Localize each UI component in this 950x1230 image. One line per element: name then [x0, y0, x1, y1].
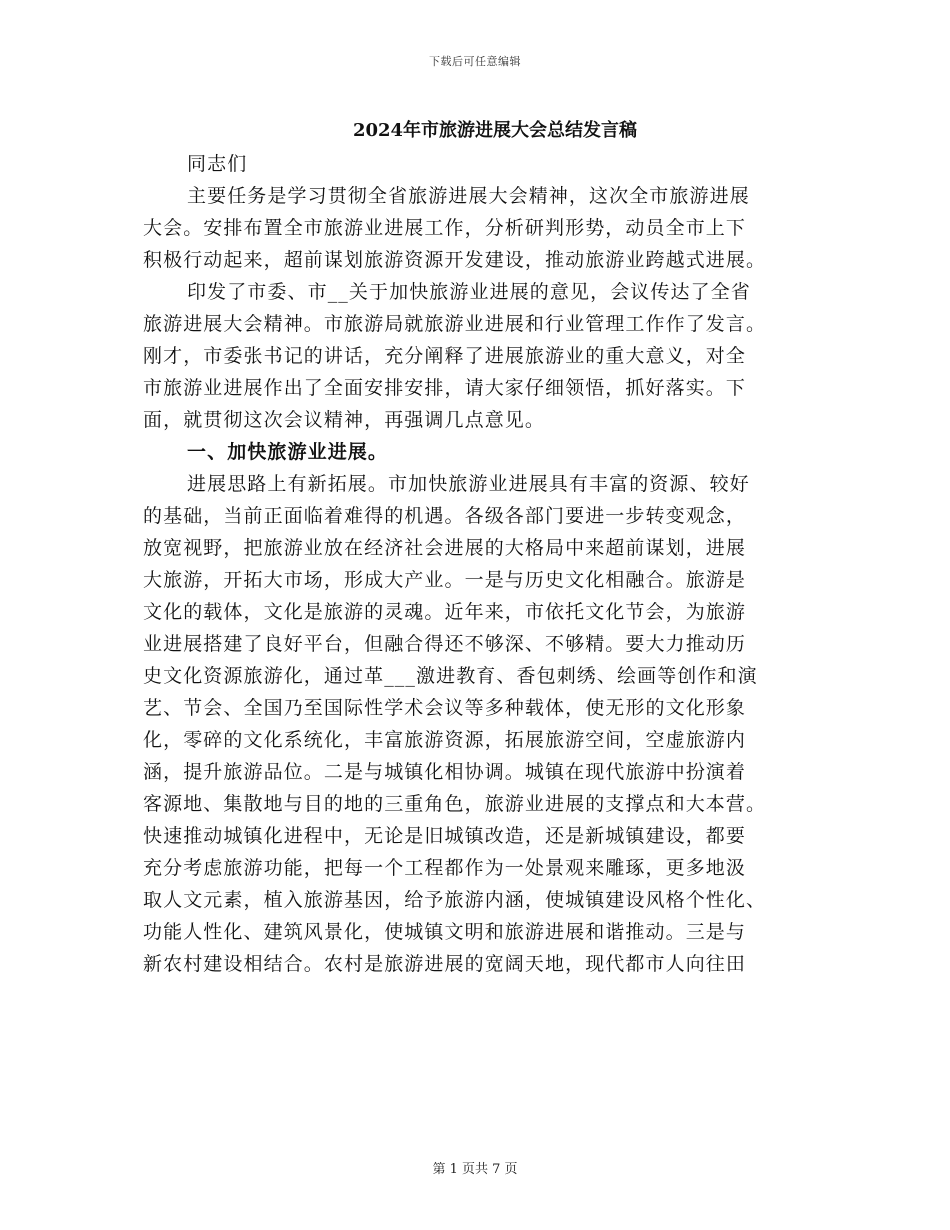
paragraph-line: 功能人性化、建筑风景化，使城镇文明和旅游进展和谐推动。三是与 [143, 921, 747, 943]
paragraph-line: 刚才，市委张书记的讲话，充分阐释了进展旅游业的重大意义，对全 [143, 345, 747, 367]
paragraph-line: 取人文元素，植入旅游基因，给予旅游内涵，使城镇建设风格个性化、 [143, 889, 767, 911]
paragraph-line: 充分考虑旅游功能，把每一个工程都作为一处景观来雕琢，更多地汲 [143, 857, 747, 879]
paragraph-line: 业进展搭建了良好平台，但融合得还不够深、不够精。要大力推动历 [143, 633, 747, 655]
paragraph-line: 大会。安排布置全市旅游业进展工作，分析研判形势，动员全市上下 [143, 217, 747, 239]
paragraph-line: 新农村建设相结合。农村是旅游进展的宽阔天地，现代都市人向往田 [143, 953, 747, 975]
header-note: 下载后可任意编辑 [429, 55, 521, 68]
paragraph-line: 积极行动起来，超前谋划旅游资源开发建设，推动旅游业跨越式进展。 [143, 249, 767, 271]
paragraph-line: 史文化资源旅游化，通过革___激进教育、香包刺绣、绘画等创作和演 [143, 665, 758, 687]
paragraph-line: 涵，提升旅游品位。二是与城镇化相协调。城镇在现代旅游中扮演着 [143, 761, 747, 783]
paragraph-line: 文化的载体，文化是旅游的灵魂。近年来，市依托文化节会，为旅游 [143, 601, 747, 623]
document-title: 2024年市旅游进展大会总结发言稿 [352, 120, 638, 141]
paragraph-line: 客源地、集散地与目的地的三重角色，旅游业进展的支撑点和大本营。 [143, 793, 767, 815]
section-heading: 一、加快旅游业进展。 [187, 441, 389, 463]
paragraph-line: 面，就贯彻这次会议精神，再强调几点意见。 [143, 409, 546, 431]
page-number-footer: 第 1 页共 7 页 [432, 1162, 518, 1177]
paragraph-line: 旅游进展大会精神。市旅游局就旅游业进展和行业管理工作作了发言。 [143, 313, 767, 335]
paragraph-line: 的基础，当前正面临着难得的机遇。各级各部门要进一步转变观念， [143, 505, 747, 527]
paragraph-line: 主要任务是学习贯彻全省旅游进展大会精神，这次全市旅游进展 [187, 185, 750, 207]
paragraph-line: 大旅游，开拓大市场，形成大产业。一是与历史文化相融合。旅游是 [143, 569, 747, 591]
document-body [143, 148, 809, 980]
paragraph-line: 放宽视野，把旅游业放在经济社会进展的大格局中来超前谋划，进展 [143, 537, 747, 559]
paragraph-line: 印发了市委、市__关于加快旅游业进展的意见，会议传达了全省 [187, 281, 751, 303]
paragraph-line: 快速推动城镇化进程中，无论是旧城镇改造，还是新城镇建设，都要 [143, 825, 747, 847]
paragraph-line: 化，零碎的文化系统化，丰富旅游资源，拓展旅游空间，空虚旅游内 [143, 729, 747, 751]
salutation: 同志们 [187, 153, 248, 175]
paragraph-line: 艺、节会、全国乃至国际性学术会议等多种载体，使无形的文化形象 [143, 697, 747, 719]
paragraph-line: 市旅游业进展作出了全面安排安排，请大家仔细领悟，抓好落实。下 [143, 377, 747, 399]
paragraph-line: 进展思路上有新拓展。市加快旅游业进展具有丰富的资源、较好 [187, 473, 750, 495]
